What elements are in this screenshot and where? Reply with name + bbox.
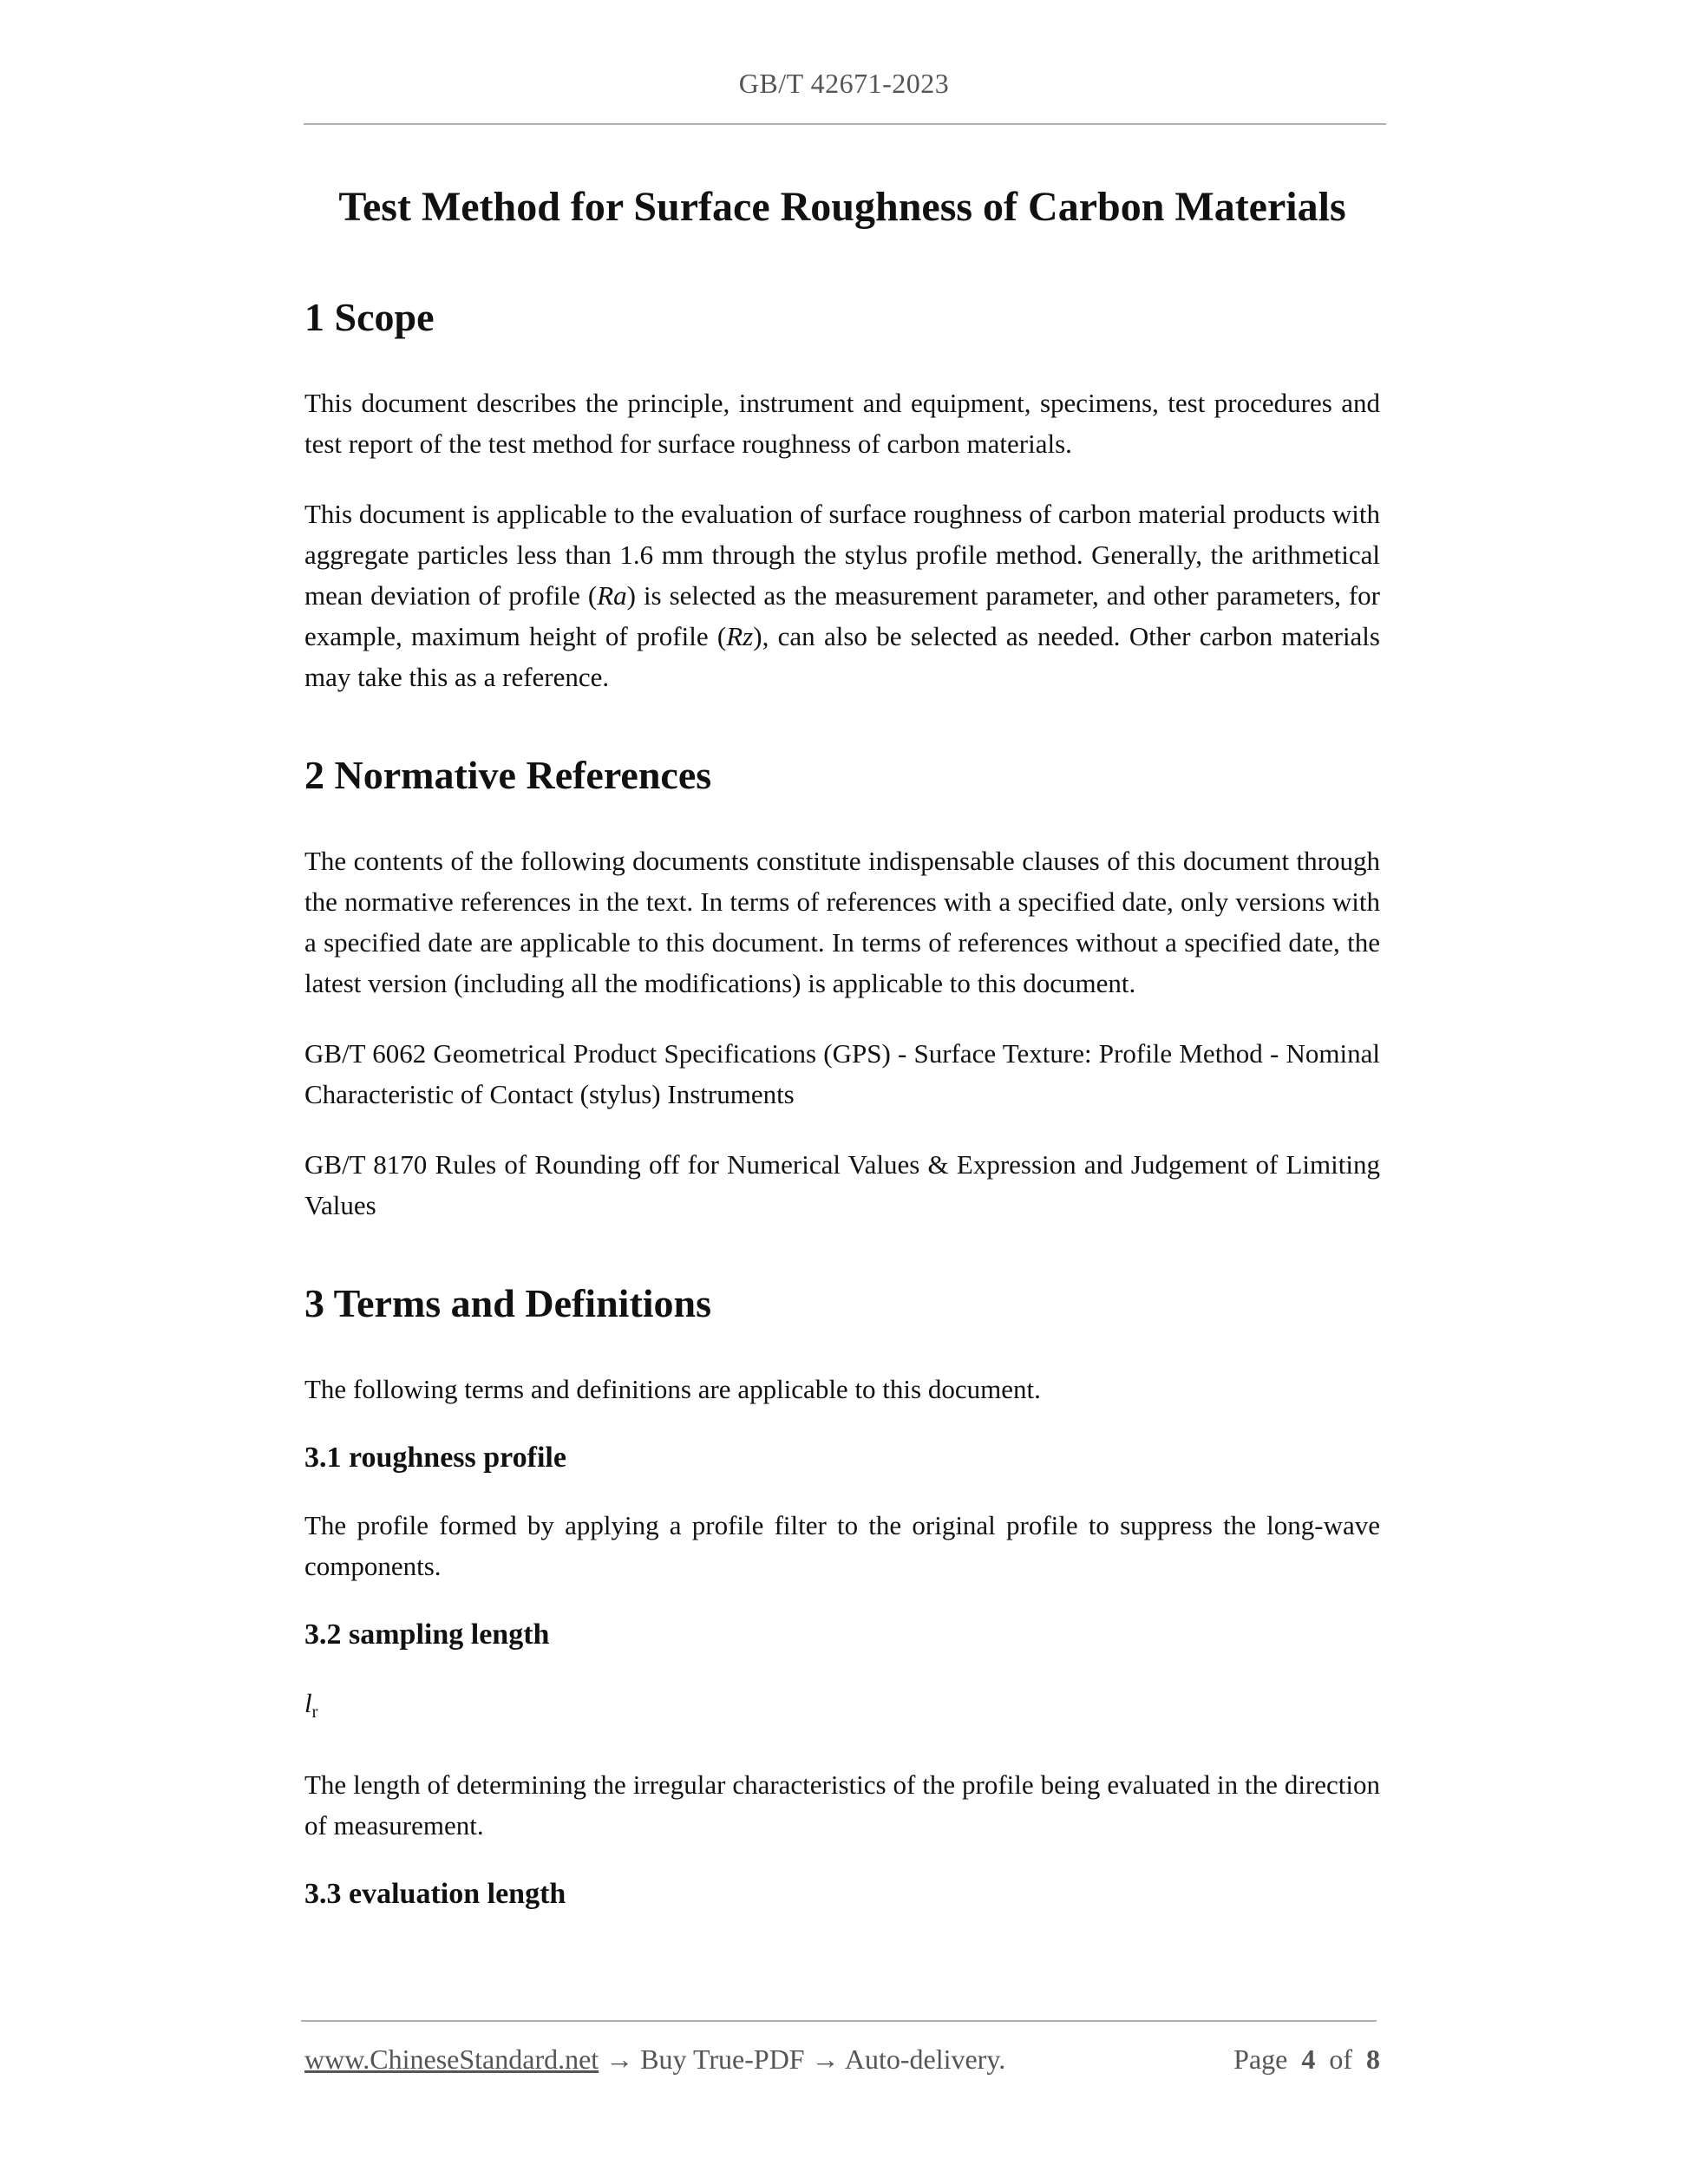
- scope-paragraph-2: [304, 494, 1380, 697]
- page-total: 8: [1366, 2043, 1380, 2075]
- footer-promo: [304, 2043, 1005, 2076]
- sampling-length-symbol-base: l: [304, 1687, 312, 1718]
- term-heading-evaluation-length: 3.3 evaluation length: [304, 1877, 566, 1910]
- term-heading-roughness-profile: 3.1 roughness profile: [304, 1442, 566, 1475]
- rz-symbol: Rz: [726, 620, 754, 651]
- term-definition-sampling-length: The length of determining the irregular characteristics of the profile being evaluated in the direction of measurement.: [304, 1769, 1380, 1841]
- term-heading-sampling-length: 3.2 sampling length: [304, 1618, 550, 1651]
- normative-references-paragraph: The contents of the following documents constitute indispensable clauses of this document through the normative references in the text. In terms of references with a specified date, only versions with a specified date are applicable to this document. In terms of references without a specified date, the latest version (including all the modifications) is applicable to this document.: [304, 845, 1380, 998]
- section-heading-terms-definitions: 3 Terms and Definitions: [304, 1280, 712, 1325]
- page-label: Page: [1233, 2043, 1288, 2075]
- page-current: 4: [1301, 2043, 1316, 2075]
- sampling-length-symbol-subscript: r: [311, 1702, 318, 1722]
- site-link[interactable]: www.ChineseStandard.net: [304, 2043, 599, 2075]
- section-heading-normative-references: 2 Normative References: [304, 752, 712, 797]
- header-standard-number: GB/T 42671-2023: [738, 68, 950, 99]
- page-number: [1233, 2043, 1380, 2076]
- sampling-length-symbol: [304, 1683, 1380, 1733]
- ra-symbol: Ra: [597, 579, 627, 611]
- terms-intro: The following terms and definitions are applicable to this document.: [304, 1374, 1041, 1405]
- arrow-icon: →: [811, 2043, 840, 2075]
- document-title: Test Method for Surface Roughness of Carbon Materials: [338, 184, 1346, 230]
- scope-paragraph-2-text-a: This document is applicable to the evaluation of surface roughness of carbon material products with aggregate particles less than 1.6 mm through the stylus profile method. Generally, the arithmetical mean deviation of profile (: [304, 498, 1380, 611]
- reference-gbt-8170: GB/T 8170 Rules of Rounding off for Numerical Values & Expression and Judgement of Limiting Values: [304, 1148, 1380, 1220]
- auto-delivery-text: Auto-delivery.: [844, 2043, 1006, 2075]
- scope-paragraph-2-text-b: ) is selected as the measurement parameter, and other parameters, for example, maximum height of profile (: [304, 579, 1380, 651]
- arrow-icon: →: [605, 2043, 634, 2075]
- buy-true-pdf-text: Buy True-PDF: [640, 2043, 805, 2075]
- term-definition-roughness-profile: The profile formed by applying a profile filter to the original profile to suppress the long-wave components.: [304, 1510, 1380, 1582]
- page-content: [304, 182, 1380, 1941]
- footer-divider: [301, 2020, 1377, 2022]
- reference-gbt-6062: GB/T 6062 Geometrical Product Specifications (GPS) - Surface Texture: Profile Method - Nominal Characteristic of Contact (stylus) Instruments: [304, 1037, 1380, 1109]
- section-heading-scope: 1 Scope: [304, 294, 435, 339]
- scope-paragraph-2-text-c: ), can also be selected as needed. Other carbon materials may take this as a reference.: [304, 620, 1380, 692]
- scope-paragraph-1: This document describes the principle, instrument and equipment, specimens, test procedures and test report of the test method for surface roughness of carbon materials.: [304, 387, 1380, 459]
- header-divider: [304, 123, 1386, 125]
- of-label: of: [1329, 2043, 1352, 2075]
